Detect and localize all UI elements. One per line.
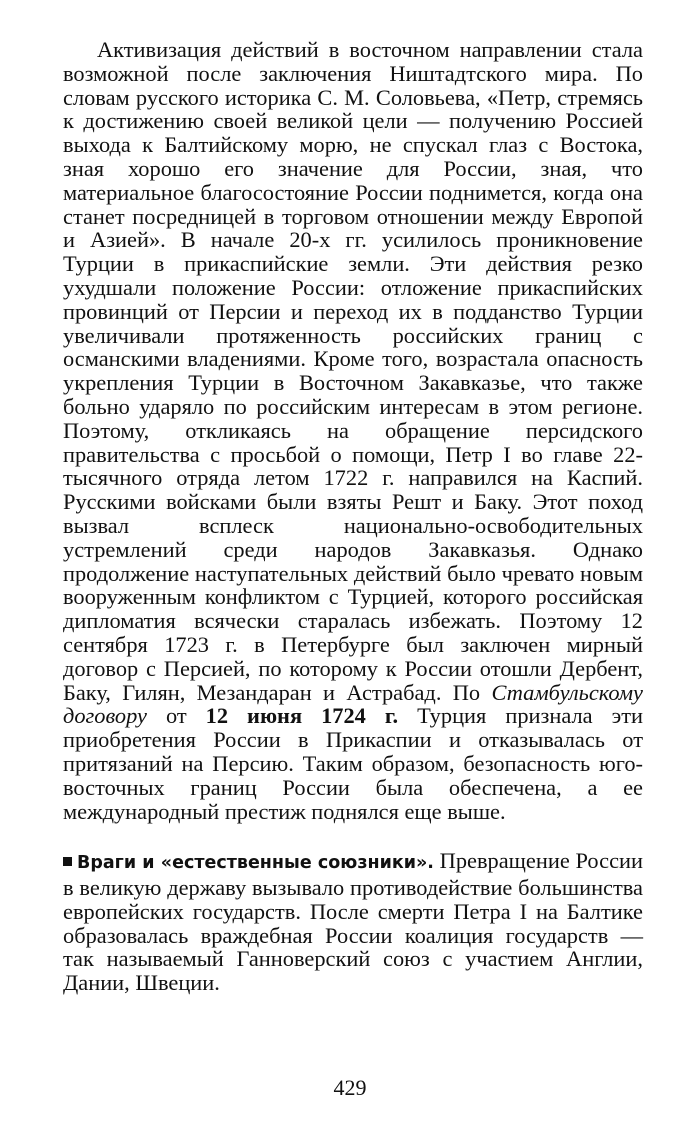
page-number: 429 xyxy=(333,1075,367,1100)
paragraph-persian-campaign xyxy=(63,38,643,823)
treaty-name-italic: Стамбульскому договору xyxy=(63,679,643,729)
paragraph-text-connector: от xyxy=(165,703,187,729)
paragraph-text: Активизация действий в восточном направлении стала возможной после заключения Ништадтского мира. По словам русского историка С. М. Соловьева, «Петр, стремясь к достижению своей великой цели — получению Россией выхода к Балтийскому морю, не спускал глаз с Востока, зная хорошо его значение для России, зная, что материальное благосостояние России поднимется, когда она станет посредницей в торговом отношении между Европой и Азией». В начале 20-х гг. усилилось проникновение Турции в прикаспийские земли. Эти действия резко ухудшали положение России: отложение прикаспийских провинций от Персии и переход их в подданство Турции увеличивали протяженность российских границ с османскими владениями. Кроме того, возрастала опасность укрепления Турции в Восточном Закавказье, что также больно ударяло по российским интересам в этом регионе. Поэтому, откликаясь на обращение персидского правительства с просьбой о помощи, Петр I во главе 22-тысячного отряда летом 1722 г. направился на Каспий. Русскими войсками были взяты Решт и Баку. Этот поход вызвал всплеск национально-освободительных устремлений среди народов Закавказья. Однако продолжение наступательных действий было чревато новым вооруженным конфликтом с Турцией, которого российская дипломатия всячески старалась избежать. Поэтому 12 сентября 1723 г. в Петербурге был заключен мирный договор с Персией, по которому к России отошли Дербент, Баку, Гилян, Мезандаран и Астрабад. По xyxy=(63,37,643,705)
paragraph-text-continued: Турция признала эти приобретения России в Прикаспии и отказывалась от притязаний на Персию. Таким образом, безопасность юго-восточных границ России была обеспечена, а ее международный престиж поднялся еще выше. xyxy=(63,703,643,824)
section-bullet-icon xyxy=(63,857,72,866)
page-body xyxy=(63,38,643,995)
paragraph-enemies-allies xyxy=(63,849,643,995)
section-text: Превращение России в великую державу вызывало противодействие большинства европейских государств. После смерти Петра I на Балтике образовалась враждебная России коалиция государств — так называемый Ганноверский союз с участием Англии, Дании, Швеции. xyxy=(63,848,643,996)
section-heading: Враги и «естественные союзники». xyxy=(77,853,434,874)
treaty-date-bold: 12 июня 1724 г. xyxy=(205,703,399,729)
